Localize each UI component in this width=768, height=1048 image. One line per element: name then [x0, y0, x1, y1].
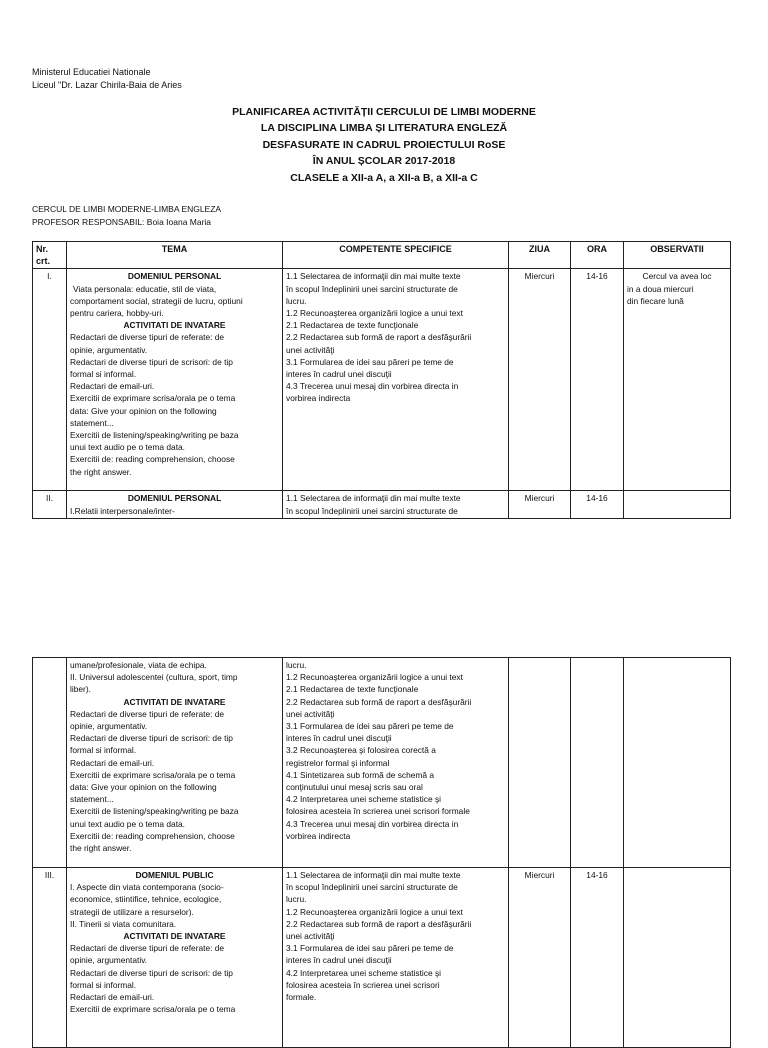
activity-line: Exercitii de exprimare scrisa/orala pe o tema: [70, 393, 236, 404]
title-line-1: PLANIFICAREA ACTIVITĂȚII CERCULUI DE LIMBI MODERNE: [232, 106, 536, 118]
responsible-teacher: PROFESOR RESPONSABIL: Boia Ioana Maria: [32, 217, 212, 227]
competence-line: 1.2 Recunoaşterea organizării logice a unui text: [286, 672, 463, 683]
competence-line: interes în cadrul unei discuţii: [286, 369, 392, 380]
competence-line: 1.2 Recunoaşterea organizării logice a unui text: [286, 906, 463, 917]
competence-line: 2.2 Redactarea sub formă de raport a desfăşurării: [286, 332, 472, 343]
competence-line: 1.1 Selectarea de informaţii din mai multe texte: [286, 271, 461, 282]
competente-cell: [283, 868, 509, 1048]
activity-line: Redactari de email-uri.: [70, 381, 155, 392]
competence-line: lucru.: [286, 660, 307, 670]
title-line-3: DESFASURATE IN CADRUL PROIECTULUI RoSE: [262, 138, 506, 151]
competence-line: 2.2 Redactarea sub formă de raport a desfăşurării: [286, 696, 472, 707]
activity-line: Redactari de diverse tipuri de scrisori: de tip: [70, 967, 233, 978]
observation-line: din fiecare lună: [627, 295, 684, 306]
competence-line: conţinutului unui mesaj scris sau oral: [286, 782, 423, 793]
tema-cell: [67, 658, 283, 868]
tema-line: I.Relatii interpersonale/inter-: [70, 505, 175, 516]
tema-line: umane/profesionale, viata de echipa.: [70, 660, 207, 670]
competence-line: 1.2 Recunoaşterea organizării logice a unui text: [286, 308, 463, 319]
competence-line: 4.2 Interpretarea unei scheme statistice şi: [286, 794, 442, 805]
competence-line: 4.3 Trecerea unui mesaj din vorbirea directa in: [286, 818, 459, 829]
document-page-2: [0, 655, 768, 1024]
competence-line: vorbirea indirecta: [286, 393, 351, 404]
title-line-5: CLASELE a XII-a A, a XII-a B, a XII-a C: [290, 171, 478, 184]
activities-title: ACTIVITATI DE INVATARE: [123, 931, 226, 942]
activity-line: Redactari de diverse tipuri de referate: de: [70, 943, 225, 954]
competente-cell: [283, 269, 509, 491]
tema-cell: [67, 491, 283, 518]
competence-line: 4.1 Sintetizarea sub formă de schemă a: [286, 769, 435, 780]
domain-title: DOMENIUL PERSONAL: [127, 271, 222, 282]
activity-line: statement...: [70, 417, 114, 428]
tema-line: economice, stiintifice, tehnice, ecologice,: [70, 894, 222, 905]
competence-line: 3.1 Formularea de idei sau păreri pe teme de: [286, 943, 454, 954]
tema-line: Viata personala: educatie, stil de viata,: [73, 283, 217, 294]
competence-line: interes în cadrul unei discuţii: [286, 955, 392, 966]
competence-line: lucru.: [286, 295, 307, 306]
planning-table-continued: [32, 657, 731, 1048]
competence-line: unei activităţi: [286, 708, 335, 719]
activity-line: Redactari de email-uri.: [70, 992, 155, 1003]
activity-line: Exercitii de: reading comprehension, choose: [70, 830, 235, 841]
observation-line: in a doua miercuri: [627, 283, 694, 294]
activity-line: formal si informal.: [70, 745, 137, 756]
title-line-4: ÎN ANUL ȘCOLAR 2017-2018: [312, 155, 456, 168]
observatii-cell: [624, 868, 731, 1048]
activities-title: ACTIVITATI DE INVATARE: [123, 320, 226, 331]
activity-line: Exercitii de: reading comprehension, choose: [70, 454, 235, 465]
competence-line: în scopul îndeplinirii unei sarcini structurate de: [286, 882, 458, 893]
ziua-cell: Miercuri: [509, 269, 571, 491]
competente-cell: [283, 658, 509, 868]
activity-line: statement...: [70, 794, 114, 805]
circle-name: CERCUL DE LIMBI MODERNE-LIMBA ENGLEZA: [32, 204, 222, 214]
table-row: [33, 491, 731, 518]
activity-line: Exercitii de exprimare scrisa/orala pe o tema: [70, 769, 236, 780]
observatii-cell: [624, 658, 731, 868]
competente-cell: [283, 491, 509, 518]
competence-line: 3.1 Formularea de idei sau păreri pe teme de: [286, 721, 454, 732]
competence-line: vorbirea indirecta: [286, 830, 351, 841]
competence-line: 2.2 Redactarea sub formă de raport a desfăşurării: [286, 918, 472, 929]
competence-line: 4.3 Trecerea unui mesaj din vorbirea directa in: [286, 381, 459, 392]
tema-line: liber).: [70, 684, 91, 695]
competence-line: în scopul îndeplinirii unei sarcini structurate de: [286, 283, 458, 294]
activity-line: Exercitii de listening/speaking/writing pe baza: [70, 806, 239, 817]
ora-cell: 14-16: [571, 491, 624, 518]
header-competente: COMPETENTE SPECIFICE: [283, 242, 509, 269]
tema-line: comportament social, strategii de lucru, optiuni: [70, 295, 243, 306]
activity-line: unui text audio pe o tema data.: [70, 818, 186, 829]
ministry-name: Ministerul Educatiei Nationale: [32, 67, 151, 77]
competence-line: 1.1 Selectarea de informaţii din mai multe texte: [286, 493, 461, 504]
table-row: [33, 868, 731, 1048]
activity-line: formal si informal.: [70, 369, 137, 380]
competence-line: unei activităţi: [286, 931, 335, 942]
header-observatii: OBSERVATII: [624, 242, 731, 269]
ziua-cell: Miercuri: [509, 868, 571, 1048]
activity-line: formal si informal.: [70, 979, 137, 990]
domain-title: DOMENIUL PERSONAL: [127, 493, 222, 504]
competence-line: 3.1 Formularea de idei sau păreri pe teme de: [286, 356, 454, 367]
activity-line: Redactari de email-uri.: [70, 757, 155, 768]
tema-line: I. Aspecte din viata contemporana (socio-: [70, 882, 224, 893]
activity-line: Redactari de diverse tipuri de scrisori: de tip: [70, 733, 233, 744]
row-number: I.: [33, 269, 67, 491]
competence-line: folosirea acesteia în scrierea unei scrisori: [286, 979, 440, 990]
document-title: [0, 104, 768, 186]
competence-line: 1.1 Selectarea de informaţii din mai multe texte: [286, 870, 461, 880]
ora-cell: 14-16: [571, 269, 624, 491]
header-tema: TEMA: [67, 242, 283, 269]
competence-line: în scopul îndeplinirii unei sarcini structurate de: [286, 505, 458, 516]
activities-title: ACTIVITATI DE INVATARE: [123, 696, 226, 707]
observatii-cell: [624, 491, 731, 518]
activity-line: opinie, argumentativ.: [70, 344, 148, 355]
tema-line: II. Tinerii si viata comunitara.: [70, 918, 177, 929]
competence-line: 4.2 Interpretarea unei scheme statistice şi: [286, 967, 442, 978]
activity-line: unui text audio pe o tema data.: [70, 442, 186, 453]
header-nr: Nr. crt.: [33, 242, 67, 269]
activity-line: the right answer.: [70, 843, 132, 854]
activity-line: Exercitii de listening/speaking/writing pe baza: [70, 430, 239, 441]
row-number: [33, 658, 67, 868]
activity-line: data: Give your opinion on the following: [70, 405, 217, 416]
ziua-cell: Miercuri: [509, 491, 571, 518]
activity-line: Redactari de diverse tipuri de referate: de: [70, 708, 225, 719]
ora-cell: [571, 658, 624, 868]
activity-line: the right answer.: [70, 466, 132, 477]
competence-line: interes în cadrul unei discuţii: [286, 733, 392, 744]
ora-cell: 14-16: [571, 868, 624, 1048]
tema-line: II. Universul adolescentei (cultura, sport, timp: [70, 672, 238, 683]
ziua-cell: [509, 658, 571, 868]
competence-line: unei activităţi: [286, 344, 335, 355]
row-number: II.: [33, 491, 67, 518]
competence-line: 2.1 Redactarea de texte funcţionale: [286, 320, 419, 331]
competence-line: lucru.: [286, 894, 307, 905]
tema-line: pentru cariera, hobby-uri.: [70, 308, 164, 319]
activity-line: data: Give your opinion on the following: [70, 782, 217, 793]
tema-line: strategii de utilizare a resurselor).: [70, 906, 194, 917]
table-header-row: [33, 242, 731, 269]
planning-table: [32, 241, 731, 519]
competence-line: folosirea acesteia în scrierea unei scrisori formale: [286, 806, 470, 817]
header-ora: ORA: [571, 242, 624, 269]
tema-cell: [67, 269, 283, 491]
row-number: III.: [33, 868, 67, 1048]
tema-cell: [67, 868, 283, 1048]
table-row: [33, 269, 731, 491]
school-name: Liceul "Dr. Lazar Chirila-Baia de Aries: [32, 80, 182, 90]
title-line-2: LA DISCIPLINA LIMBA ȘI LITERATURA ENGLEZĂ: [260, 122, 508, 135]
header-ziua: ZIUA: [509, 242, 571, 269]
competence-line: 3.2 Recunoaşterea şi folosirea corectă a: [286, 745, 436, 756]
competence-line: 2.1 Redactarea de texte funcţionale: [286, 684, 419, 695]
competence-line: registrelor formal şi informal: [286, 757, 390, 768]
activity-line: opinie, argumentativ.: [70, 721, 148, 732]
observation-line: Cercul va avea loc: [642, 271, 712, 282]
table-row: [33, 658, 731, 868]
activity-line: Exercitii de exprimare scrisa/orala pe o tema: [70, 1004, 236, 1015]
competence-line: formale.: [286, 992, 317, 1003]
activity-line: opinie, argumentativ.: [70, 955, 148, 966]
activity-line: Redactari de diverse tipuri de referate: de: [70, 332, 225, 343]
observatii-cell: [624, 269, 731, 491]
activity-line: Redactari de diverse tipuri de scrisori: de tip: [70, 356, 233, 367]
domain-title: DOMENIUL PUBLIC: [135, 870, 214, 880]
